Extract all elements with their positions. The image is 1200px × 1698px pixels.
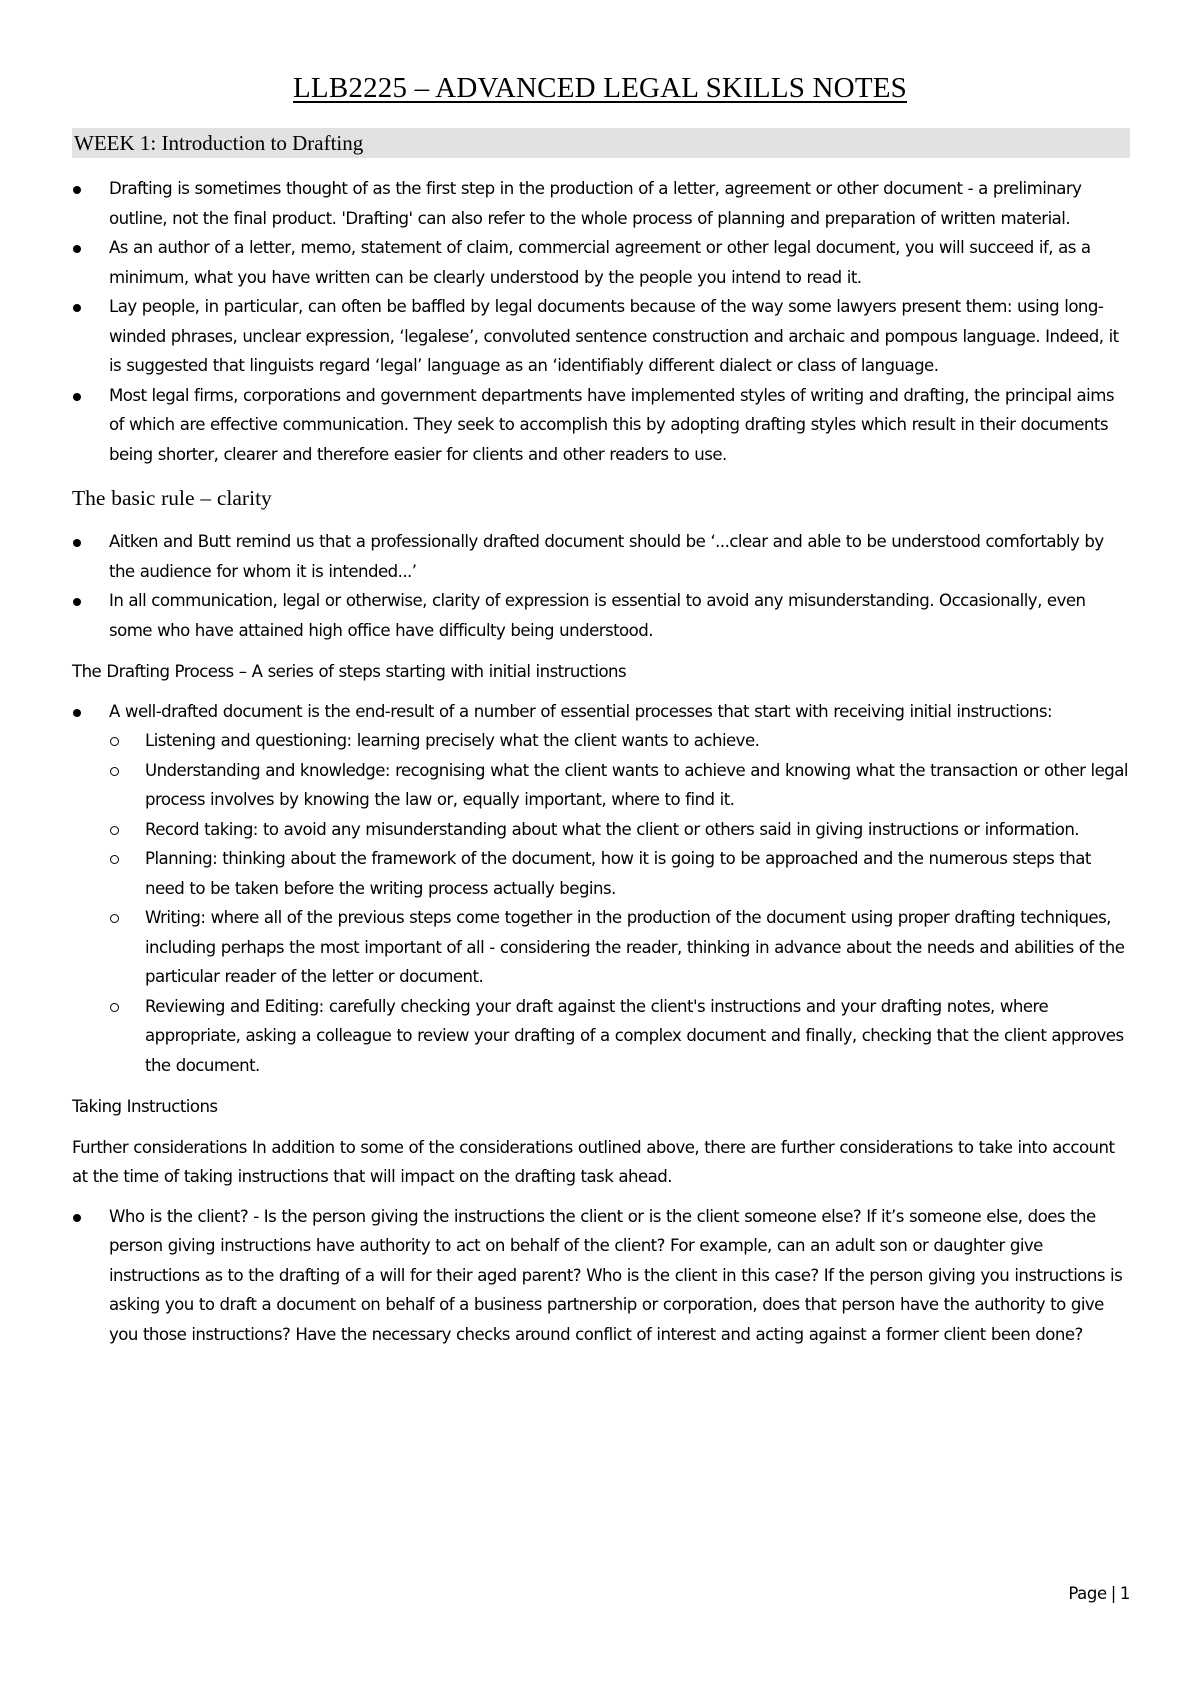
process-steps-list [109,726,1132,1080]
list-item: Most legal firms, corporations and government departments have implemented styles of writing and drafting, the principal aims of which are effective communication. They seek to accomplish this by adopting drafting styles which result in their documents being shorter, clearer and therefore easier for clients and other readers to use. [72,381,1132,470]
page-separator: | [1110,1584,1116,1603]
document-title: LLB2225 – ADVANCED LEGAL SKILLS NOTES [293,72,907,104]
list-item [72,697,1132,1081]
list-item: Aitken and Butt remind us that a professionally drafted document should be ‘...clear and able to be understood comfortably by the audience for whom it is intended...’ [72,527,1132,586]
instructions-paragraph: Further considerations In addition to some of the considerations outlined above, there are further considerations to take into account at the time of taking instructions that will impact on the drafting task ahead. [72,1137,1115,1186]
list-item: As an author of a letter, memo, statement of claim, commercial agreement or other legal document, you will succeed if, as a minimum, what you have written can be clearly understood by the people you intend to read it. [72,233,1132,292]
drafting-process-heading: The Drafting Process – A series of steps starting with initial instructions [72,662,627,681]
process-bullet-list [72,697,1132,1081]
sub-list-item: Reviewing and Editing: carefully checking your draft against the client's instructions and your drafting notes, where appropriate, asking a colleague to review your drafting of a complex document and finally, checking that the client approves the document. [109,992,1132,1081]
clarity-heading: The basic rule – clarity [72,486,272,510]
page-label: Page [1068,1584,1107,1603]
sub-list-item: Understanding and knowledge: recognising what the client wants to achieve and knowing what the transaction or other legal process involves by knowing the law or, equally important, where to find it. [109,756,1132,815]
sub-list-item: Planning: thinking about the framework of the document, how it is going to be approached and the numerous steps that need to be taken before the writing process actually begins. [109,844,1132,903]
list-item: Lay people, in particular, can often be baffled by legal documents because of the way some lawyers present them: using long-winded phrases, unclear expression, ‘legalese’, convoluted sentence construction and archaic and pompous language. Indeed, it is suggested that linguists regard ‘legal’ language as an ‘identifiably different dialect or class of language. [72,292,1132,381]
document-body [72,174,1132,1349]
instructions-bullet-list [72,1202,1132,1350]
week-heading: WEEK 1: Introduction to Drafting [74,131,364,155]
list-item: In all communication, legal or otherwise, clarity of expression is essential to avoid any misunderstanding. Occasionally, even some who have attained high office have difficulty being understood. [72,586,1132,645]
list-item: Who is the client? - Is the person giving the instructions the client or is the client someone else? If it’s someone else, does the person giving instructions have authority to act on behalf of the client? For example, can an adult son or daughter give instructions as to the drafting of a will for their aged parent? Who is the client in this case? If the person giving you instructions is asking you to draft a document on behalf of a business partnership or corporation, does that person have the authority to give you those instructions? Have the necessary checks around conflict of interest and acting against a former client been done? [72,1202,1132,1350]
sub-list-item: Listening and questioning: learning precisely what the client wants to achieve. [109,726,1132,756]
sub-list-item: Record taking: to avoid any misunderstanding about what the client or others said in giving instructions or information. [109,815,1132,845]
intro-bullet-list [72,174,1132,469]
taking-instructions-heading: Taking Instructions [72,1097,218,1116]
clarity-bullet-list [72,527,1132,645]
process-bullet-text: A well-drafted document is the end-result of a number of essential processes that start with receiving initial instructions: [109,701,1053,721]
week-heading-bar [72,128,1130,158]
page-footer [1068,1584,1130,1603]
list-item: Drafting is sometimes thought of as the first step in the production of a letter, agreement or other document - a preliminary outline, not the final product. 'Drafting' can also refer to the whole process of planning and preparation of written material. [72,174,1132,233]
page-number: 1 [1119,1584,1130,1603]
sub-list-item: Writing: where all of the previous steps come together in the production of the document using proper drafting techniques, including perhaps the most important of all - considering the reader, thinking in advance about the needs and abilities of the particular reader of the letter or document. [109,903,1132,992]
